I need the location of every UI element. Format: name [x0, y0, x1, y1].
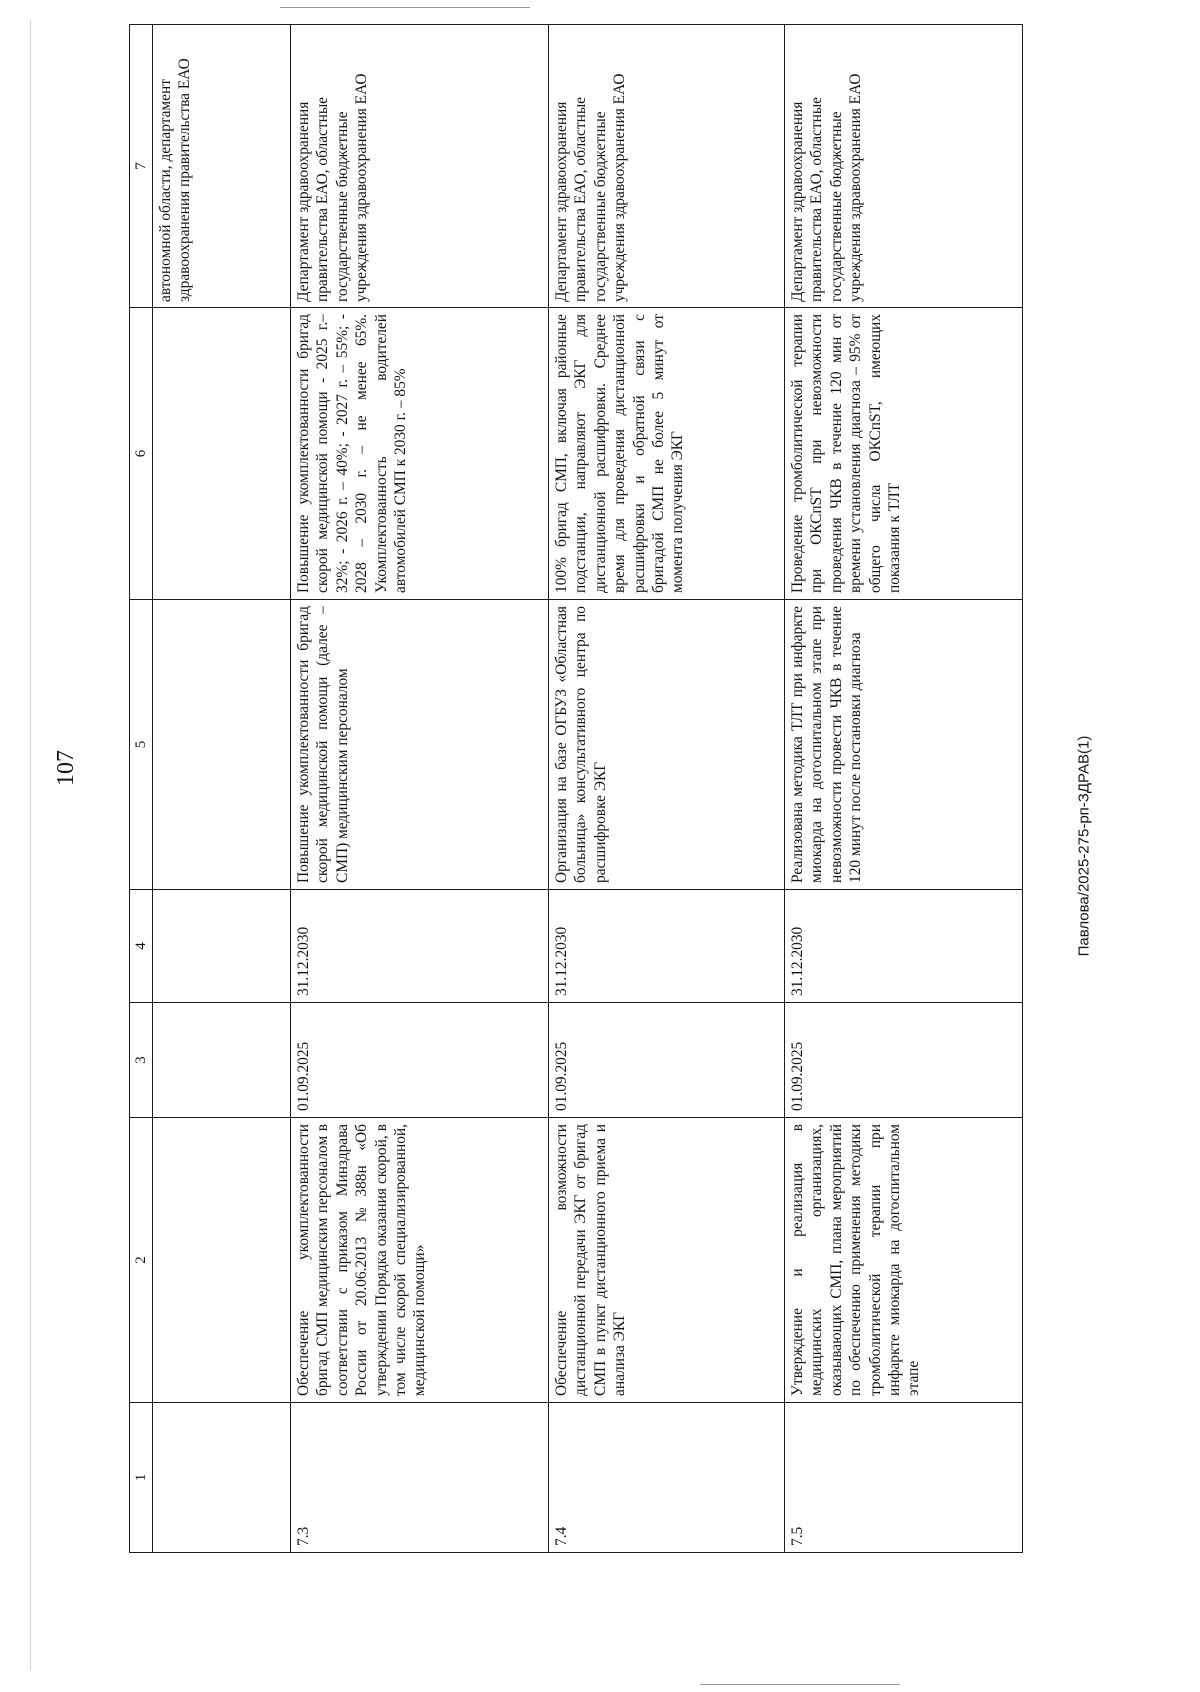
- header-cell: 7: [130, 25, 153, 308]
- responsible-cell: Департамент здравоохранения правительства ЕАО, областные государственные бюджетные учреждения здравоохранения ЕАО: [549, 25, 785, 308]
- row-number-cell: 7.4: [549, 1403, 785, 1553]
- header-cell: 5: [130, 600, 153, 890]
- responsible-cell: Департамент здравоохранения правительства ЕАО, областные государственные бюджетные учреждения здравоохранения ЕАО: [291, 25, 549, 308]
- measure-cell: Обеспечение укомплектованности бригад СМП медицинским персоналом в соответствии с приказом Минздрава России от 20.06.2013 №388н «Об утверждении Порядка оказания скорой, в том числе скорой специализированной, медицинской помощи»: [291, 1118, 549, 1403]
- indicator-cell: Повышение укомплектованности бригад скорой медицинской помощи - 2025 г.– 32%; - 2026 г. – 40%; - 2027 г. – 55%; - 2028 – 2030 г. – не менее 65%. Укомплектованность водителей автомобилей СМП к 2030 г. – 85%: [291, 308, 549, 600]
- document-code: Павлова/2025-275-рп-ЗДРАВ(1): [1075, 735, 1093, 957]
- indicator-cell: [153, 308, 291, 600]
- scan-edge-bottom: [700, 1684, 900, 1685]
- end-date-cell: 31.12.2030: [549, 890, 785, 1003]
- end-date-cell: 31.12.2030: [291, 890, 549, 1003]
- measures-table: [129, 24, 1023, 1553]
- header-cell: 2: [130, 1118, 153, 1403]
- expected-result-cell: Повышение укомплектованности бригад скорой медицинской помощи (далее – СМП) медицинским персоналом: [291, 600, 549, 890]
- expected-result-cell: Реализована методика ТЛТ при инфаркте миокарда на догоспитальном этапе при невозможности провести ЧКВ в течение 120 минут после постановки диагноза: [785, 600, 1023, 890]
- header-cell: 6: [130, 308, 153, 600]
- row-number-cell: [153, 1403, 291, 1553]
- table-header-row: [130, 25, 153, 1553]
- header-cell: 4: [130, 890, 153, 1003]
- end-date-cell: [153, 890, 291, 1003]
- measure-cell: [153, 1118, 291, 1403]
- scan-edge-top: [280, 7, 530, 8]
- row-number-cell: 7.5: [785, 1403, 1023, 1553]
- measure-cell: Утверждение и реализация в медицинских организациях, оказывающих СМП, плана мероприятий по обеспечению применения методики тромболитической терапии при инфаркте миокарда на догоспитальном этапе: [785, 1118, 1023, 1403]
- header-cell: 3: [130, 1003, 153, 1118]
- indicator-cell: Проведение тромболитической терапии при ОКСпST при невозможности проведения ЧКВ в течение 120 мин от времени установления диагноза – 95% от общего числа ОКСпST, имеющих показания к ТЛТ: [785, 308, 1023, 600]
- row-number-cell: 7.3: [291, 1403, 549, 1553]
- header-cell: 1: [130, 1403, 153, 1553]
- table-row: [153, 25, 291, 1553]
- table-row: [291, 25, 549, 1553]
- expected-result-cell: [153, 600, 291, 890]
- start-date-cell: [153, 1003, 291, 1118]
- responsible-cell: Департамент здравоохранения правительства ЕАО, областные государственные бюджетные учреждения здравоохранения ЕАО: [785, 25, 1023, 308]
- indicator-cell: 100% бригад СМП, включая районные подстанции, направляют ЭКГ для дистанционной расшифровки. Среднее время для проведения дистанционной расшифровки и обратной связи с бригадой СМП не более 5 минут от момента получения ЭКГ: [549, 308, 785, 600]
- end-date-cell: 31.12.2030: [785, 890, 1023, 1003]
- start-date-cell: 01.09.2025: [549, 1003, 785, 1118]
- start-date-cell: 01.09.2025: [785, 1003, 1023, 1118]
- measure-cell: Обеспечение возможности дистанционной передачи ЭКГ от бригад СМП в пункт дистанционного приема и анализа ЭКГ: [549, 1118, 785, 1403]
- table-row: [549, 25, 785, 1553]
- expected-result-cell: Организация на базе ОГБУЗ «Областная больница» консультативного центра по расшифровке ЭКГ: [549, 600, 785, 890]
- responsible-cell: автономной области, департамент здравоохранения правительства ЕАО: [153, 25, 291, 308]
- page-number: 107: [53, 750, 79, 786]
- table-row: [785, 25, 1023, 1553]
- scan-edge-left: [30, 20, 31, 1670]
- table-container: [129, 25, 1021, 1553]
- start-date-cell: 01.09.2025: [291, 1003, 549, 1118]
